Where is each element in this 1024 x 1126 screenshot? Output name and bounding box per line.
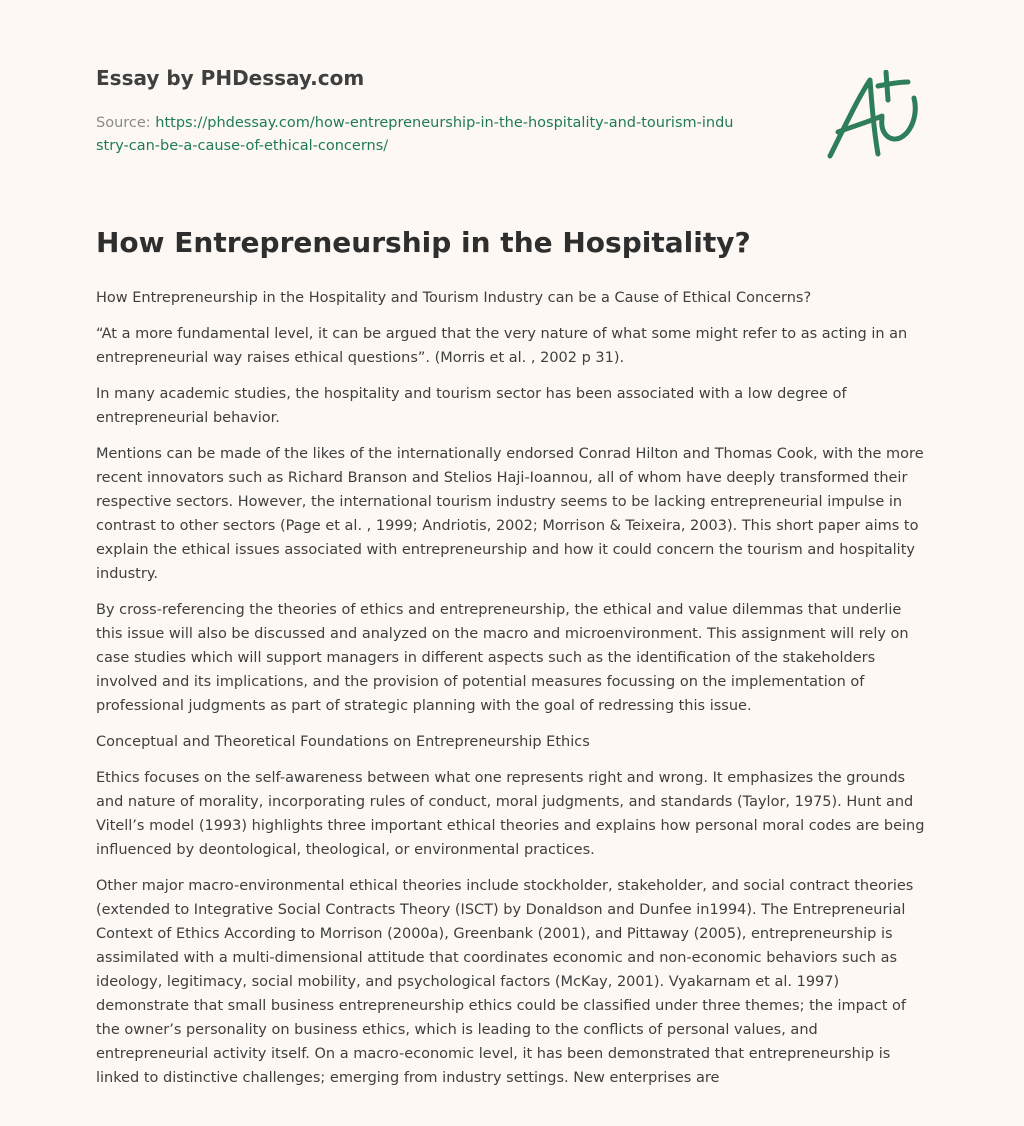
essay-paragraph: In many academic studies, the hospitality and tourism sector has been associated with a low degree of entrepreneurial behavior. [96,386,847,426]
essay-title: How Entrepreneurship in the Hospitality? [96,226,751,259]
source-line [96,112,736,158]
essay-body [96,286,932,1102]
section-heading: Conceptual and Theoretical Foundations on Entrepreneurship Ethics [96,734,590,750]
essay-paragraph: How Entrepreneurship in the Hospitality and Tourism Industry can be a Cause of Ethical Concerns? [96,290,812,306]
source-label: Source: [96,115,156,131]
essay-paragraph: Other major macro-environmental ethical theories include stockholder, stakeholder, and social contract theories (extended to Integrative Social Contracts Theory (ISCT) by Donaldson and Dunfee in1994). The Entrepreneurial Context of Ethics According to Morrison (2000a), Greenbank (2001), and Pittaway (2005), entrepreneurship is assimilated with a multi-dimensional attitude that coordinates economic and non-economic behaviors such as ideology, legitimacy, social mobility, and psychological factors (McKay, 2001). Vyakarnam et al. 1997) demonstrate that small business entrepreneurship ethics could be classified under three themes; the impact of the owner’s personality on business ethics, which is leading to the conflicts of personal values, and entrepreneurial activity itself. On a macro-economic level, it has been demonstrated that entrepreneurship is linked to distinctive challenges; emerging from industry settings. New enterprises are [96,878,914,1086]
a-plus-logo-icon [824,70,924,162]
site-brand: Essay by PHDessay.com [96,66,365,90]
essay-paragraph: Mentions can be made of the likes of the internationally endorsed Conrad Hilton and Thomas Cook, with the more recent innovators such as Richard Branson and Stelios Haji-Ioannou, all of whom have deeply transformed their respective sectors. However, the international tourism industry seems to be lacking entrepreneurial impulse in contrast to other sectors (Page et al. , 1999; Andriotis, 2002; Morrison & Teixeira, 2003). This short paper aims to explain the ethical issues associated with entrepreneurship and how it could concern the tourism and hospitality industry. [96,446,924,582]
essay-paragraph: Ethics focuses on the self-awareness between what one represents right and wrong. It emphasizes the grounds and nature of morality, incorporating rules of conduct, moral judgments, and standards (Taylor, 1975). Hunt and Vitell’s model (1993) highlights three important ethical theories and explains how personal moral codes are being influenced by deontological, theological, or environmental practices. [96,770,925,858]
essay-paragraph: “At a more fundamental level, it can be argued that the very nature of what some might refer to as acting in an entrepreneurial way raises ethical questions”. (Morris et al. , 2002 p 31). [96,326,908,366]
source-link[interactable]: https://phdessay.com/how-entrepreneurship-in-the-hospitality-and-tourism-industry-can-be-a-cause-of-ethical-concerns/ [96,115,734,154]
essay-paragraph: By cross-referencing the theories of ethics and entrepreneurship, the ethical and value dilemmas that underlie this issue will also be discussed and analyzed on the macro and microenvironment. This assignment will rely on case studies which will support managers in different aspects such as the identification of the stakeholders involved and its implications, and the provision of potential measures focussing on the implementation of professional judgments as part of strategic planning with the goal of redressing this issue. [96,602,909,714]
